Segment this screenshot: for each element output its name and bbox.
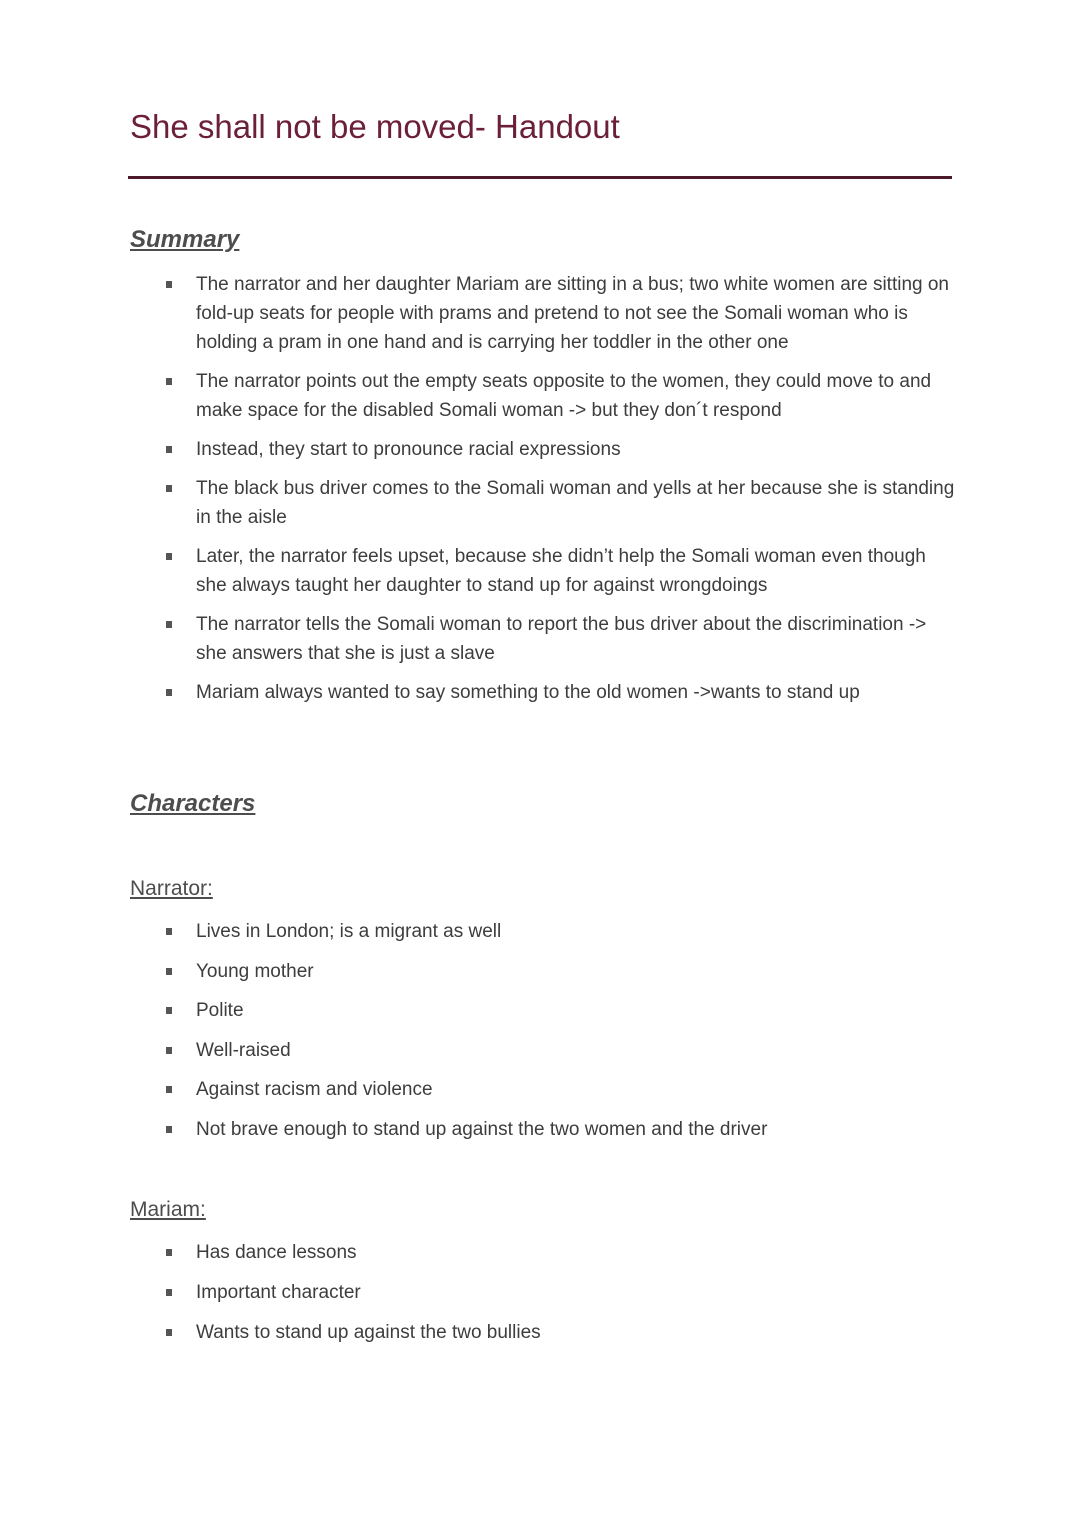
list-item-text: Lives in London; is a migrant as well [196,921,502,942]
list-item [160,474,960,532]
square-bullet-icon [166,1086,172,1093]
list-item [160,1318,960,1347]
list-item [160,270,960,357]
narrator-list [160,917,960,1155]
square-bullet-icon [166,281,172,288]
square-bullet-icon [166,968,172,975]
narrator-heading: Narrator: [130,877,213,900]
list-item-text: Young mother [196,960,314,982]
list-item-text: The narrator tells the Somali woman to report the bus driver about the discrimination -> she answers that she is just a slave [196,614,927,664]
list-item [160,367,960,425]
title-divider [128,176,952,179]
mariam-list [160,1238,960,1358]
list-item [160,1075,960,1104]
square-bullet-icon [166,378,172,385]
list-item [160,610,960,668]
list-item-text: Against racism and violence [196,1079,433,1101]
list-item [160,1115,960,1144]
list-item-text: Not brave enough to stand up against the two women and the driver [196,1118,768,1140]
square-bullet-icon [166,1249,172,1256]
list-item-text: Has dance lessons [196,1242,357,1263]
square-bullet-icon [166,689,172,696]
list-item [160,1278,960,1307]
square-bullet-icon [166,485,172,492]
list-item-text: Well-raised [196,1039,291,1061]
list-item [160,1238,960,1267]
summary-heading: Summary [130,226,240,253]
list-item-text: The black bus driver comes to the Somali woman and yells at her because she is standing in the aisle [196,478,955,528]
square-bullet-icon [166,1047,172,1054]
square-bullet-icon [166,446,172,453]
list-item [160,1036,960,1065]
square-bullet-icon [166,928,172,935]
list-item [160,542,960,600]
square-bullet-icon [166,1329,172,1336]
square-bullet-icon [166,553,172,560]
list-item [160,957,960,986]
square-bullet-icon [166,1289,172,1296]
list-item-text: Mariam always wanted to say something to the old women ->wants to stand up [196,682,860,703]
list-item [160,678,960,707]
list-item-text: Later, the narrator feels upset, because she didn’t help the Somali woman even though she always taught her daughter to stand up for against wrongdoings [196,546,926,596]
square-bullet-icon [166,621,172,628]
list-item-text: The narrator points out the empty seats opposite to the women, they could move to and make space for the disabled Somali woman -> but they don´t respond [196,371,932,421]
page-title: She shall not be moved- Handout [130,108,620,145]
summary-list [160,270,960,717]
list-item [160,996,960,1025]
list-item [160,917,960,946]
square-bullet-icon [166,1126,172,1133]
list-item-text: The narrator and her daughter Mariam are sitting in a bus; two white women are sitting on fold-up seats for people with prams and pretend to not see the Somali woman who is holding a pram in one hand and is carrying her toddler in the other one [196,274,949,353]
characters-heading: Characters [130,790,256,817]
list-item-text: Instead, they start to pronounce racial expressions [196,439,621,460]
mariam-heading: Mariam: [130,1198,206,1221]
list-item-text: Polite [196,1000,244,1022]
list-item [160,435,960,464]
list-item-text: Wants to stand up against the two bullies [196,1322,541,1343]
list-item-text: Important character [196,1282,361,1303]
square-bullet-icon [166,1007,172,1014]
